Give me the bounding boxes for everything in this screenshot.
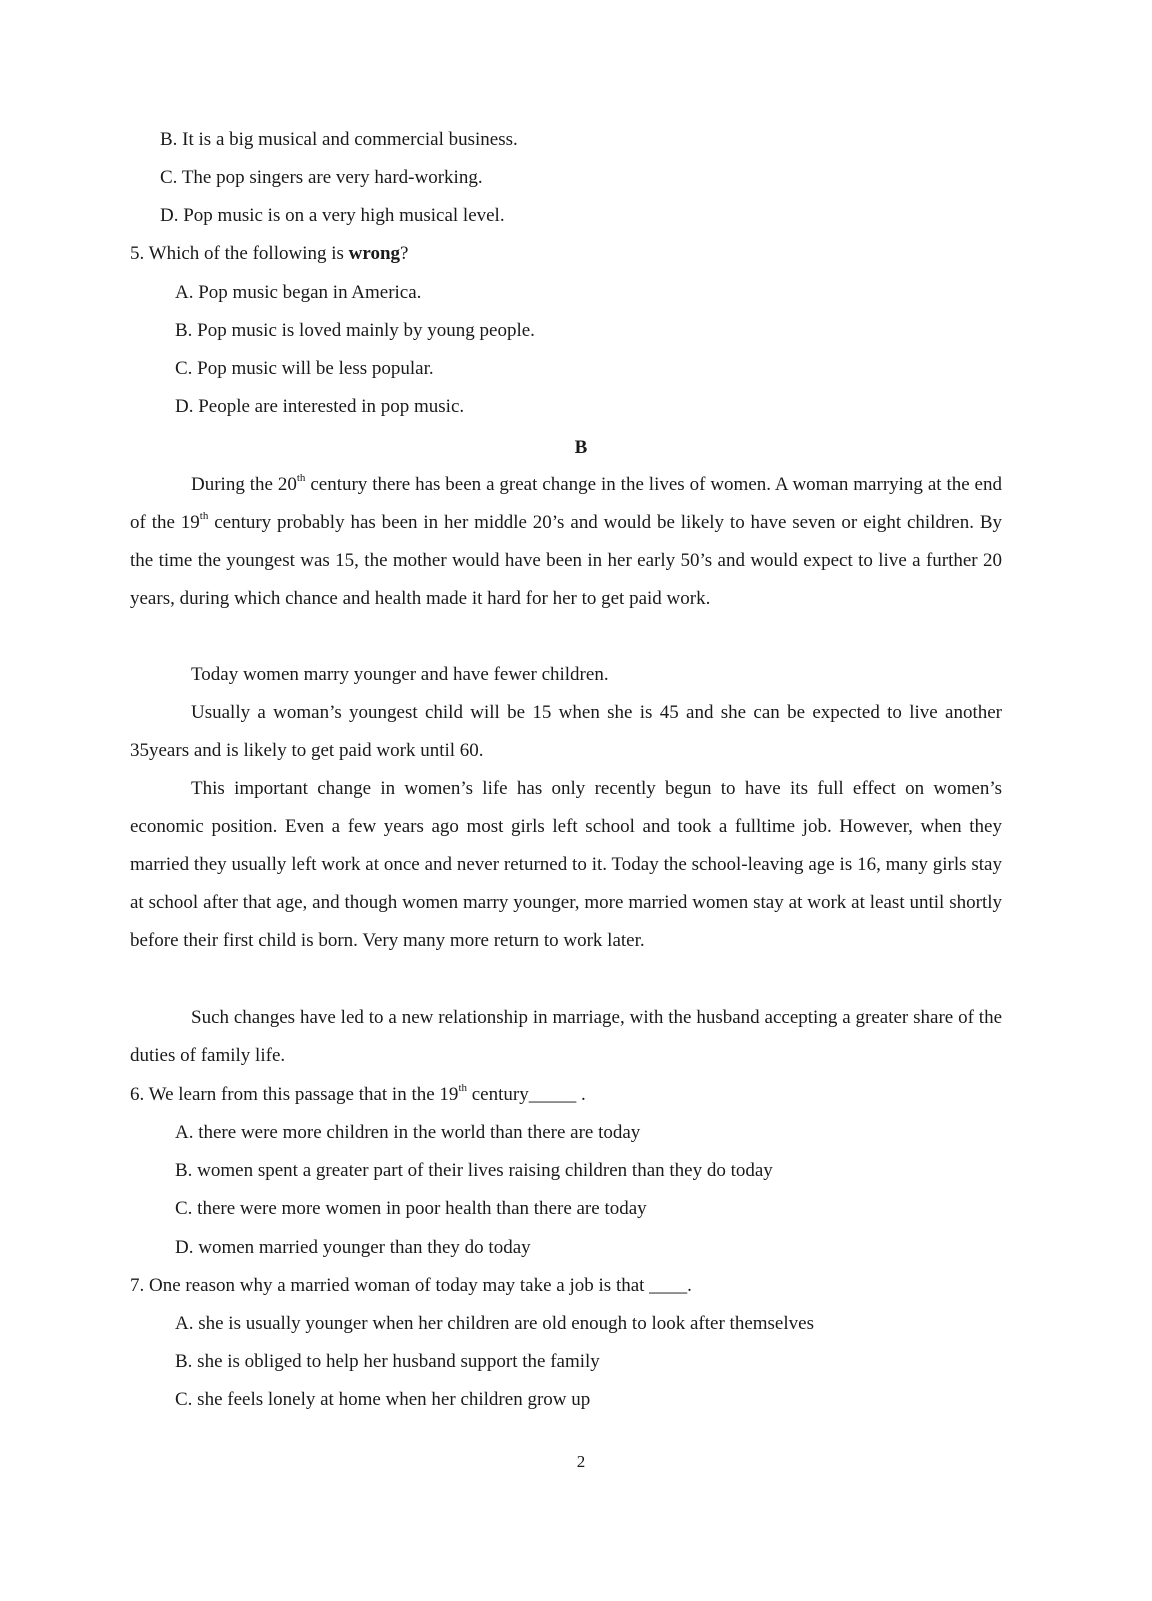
passage-paragraph-1	[130, 466, 1002, 618]
passage-paragraph-5: Such changes have led to a new relationship in marriage, with the husband accepting a greater share of the duties of family life.	[130, 1007, 1002, 1066]
q4-option-b: B. It is a big musical and commercial business.	[160, 129, 518, 150]
q7-option-a: A. she is usually younger when her children are old enough to look after themselves	[175, 1313, 814, 1334]
q5-option-c: C. Pop music will be less popular.	[175, 358, 434, 379]
q7-option-c: C. she feels lonely at home when her children grow up	[175, 1389, 591, 1410]
q6-option-d: D. women married younger than they do today	[175, 1237, 531, 1258]
q5-option-a: A. Pop music began in America.	[175, 282, 422, 303]
q6-stem	[130, 1084, 586, 1106]
q6-option-a: A. there were more children in the world than there are today	[175, 1122, 641, 1143]
q6-stem-sup: th	[458, 1082, 467, 1094]
page-number: 2	[576, 1452, 586, 1471]
q7-option-b: B. she is obliged to help her husband support the family	[175, 1351, 600, 1372]
q6-option-b: B. women spent a greater part of their lives raising children than they do today	[175, 1160, 773, 1181]
section-heading: B	[574, 437, 588, 458]
q5-stem-end: ?	[400, 243, 409, 264]
q5-option-d: D. People are interested in pop music.	[175, 396, 465, 417]
passage-paragraph-2: Today women marry younger and have fewer children.	[191, 664, 609, 685]
passage-paragraph-3: Usually a woman’s youngest child will be 15 when she is 45 and she can be expected to live another 35years and is likely to get paid work until 60.	[130, 702, 1002, 761]
q5-stem-text: 5. Which of the following is	[130, 243, 349, 264]
p1-text-3: century probably has been in her middle 20’s and would be likely to have seven or eight children. By the time the youngest was 15, the mother would have been in her early 50’s and would expect to live a further 20 years, during which chance and health made it hard for her to get paid work.	[130, 512, 1003, 609]
q4-option-c: C. The pop singers are very hard-working.	[160, 167, 483, 188]
q6-stem-end: century_____ .	[467, 1084, 586, 1105]
q5-option-b: B. Pop music is loved mainly by young people.	[175, 320, 535, 341]
p1-sup-1: th	[296, 472, 306, 484]
p1-text-2: century there has been a great change in the lives of women. A woman marrying at the end of the 19	[130, 474, 1002, 533]
passage-paragraph-4: This important change in women’s life has only recently begun to have its full effect on women’s economic position. Even a few years ago most girls left school and took a fulltime job. However, when they married they usually left work at once and never returned to it. Today the school-leaving age is 16, many girls stay at school after that age, and though women marry younger, more married women stay at work at least until shortly before their first child is born. Very many more return to work later.	[130, 778, 1002, 951]
p1-sup-2: th	[199, 510, 209, 522]
q7-stem: 7. One reason why a married woman of today may take a job is that ____.	[130, 1275, 692, 1296]
q6-option-c: C. there were more women in poor health than there are today	[175, 1198, 647, 1219]
q6-stem-text: 6. We learn from this passage that in the 19	[130, 1084, 459, 1105]
q4-option-d: D. Pop music is on a very high musical level.	[160, 205, 505, 226]
q5-stem-emphasis: wrong	[348, 243, 401, 264]
p1-text-1: During the 20	[191, 474, 297, 495]
q5-stem	[130, 243, 408, 265]
